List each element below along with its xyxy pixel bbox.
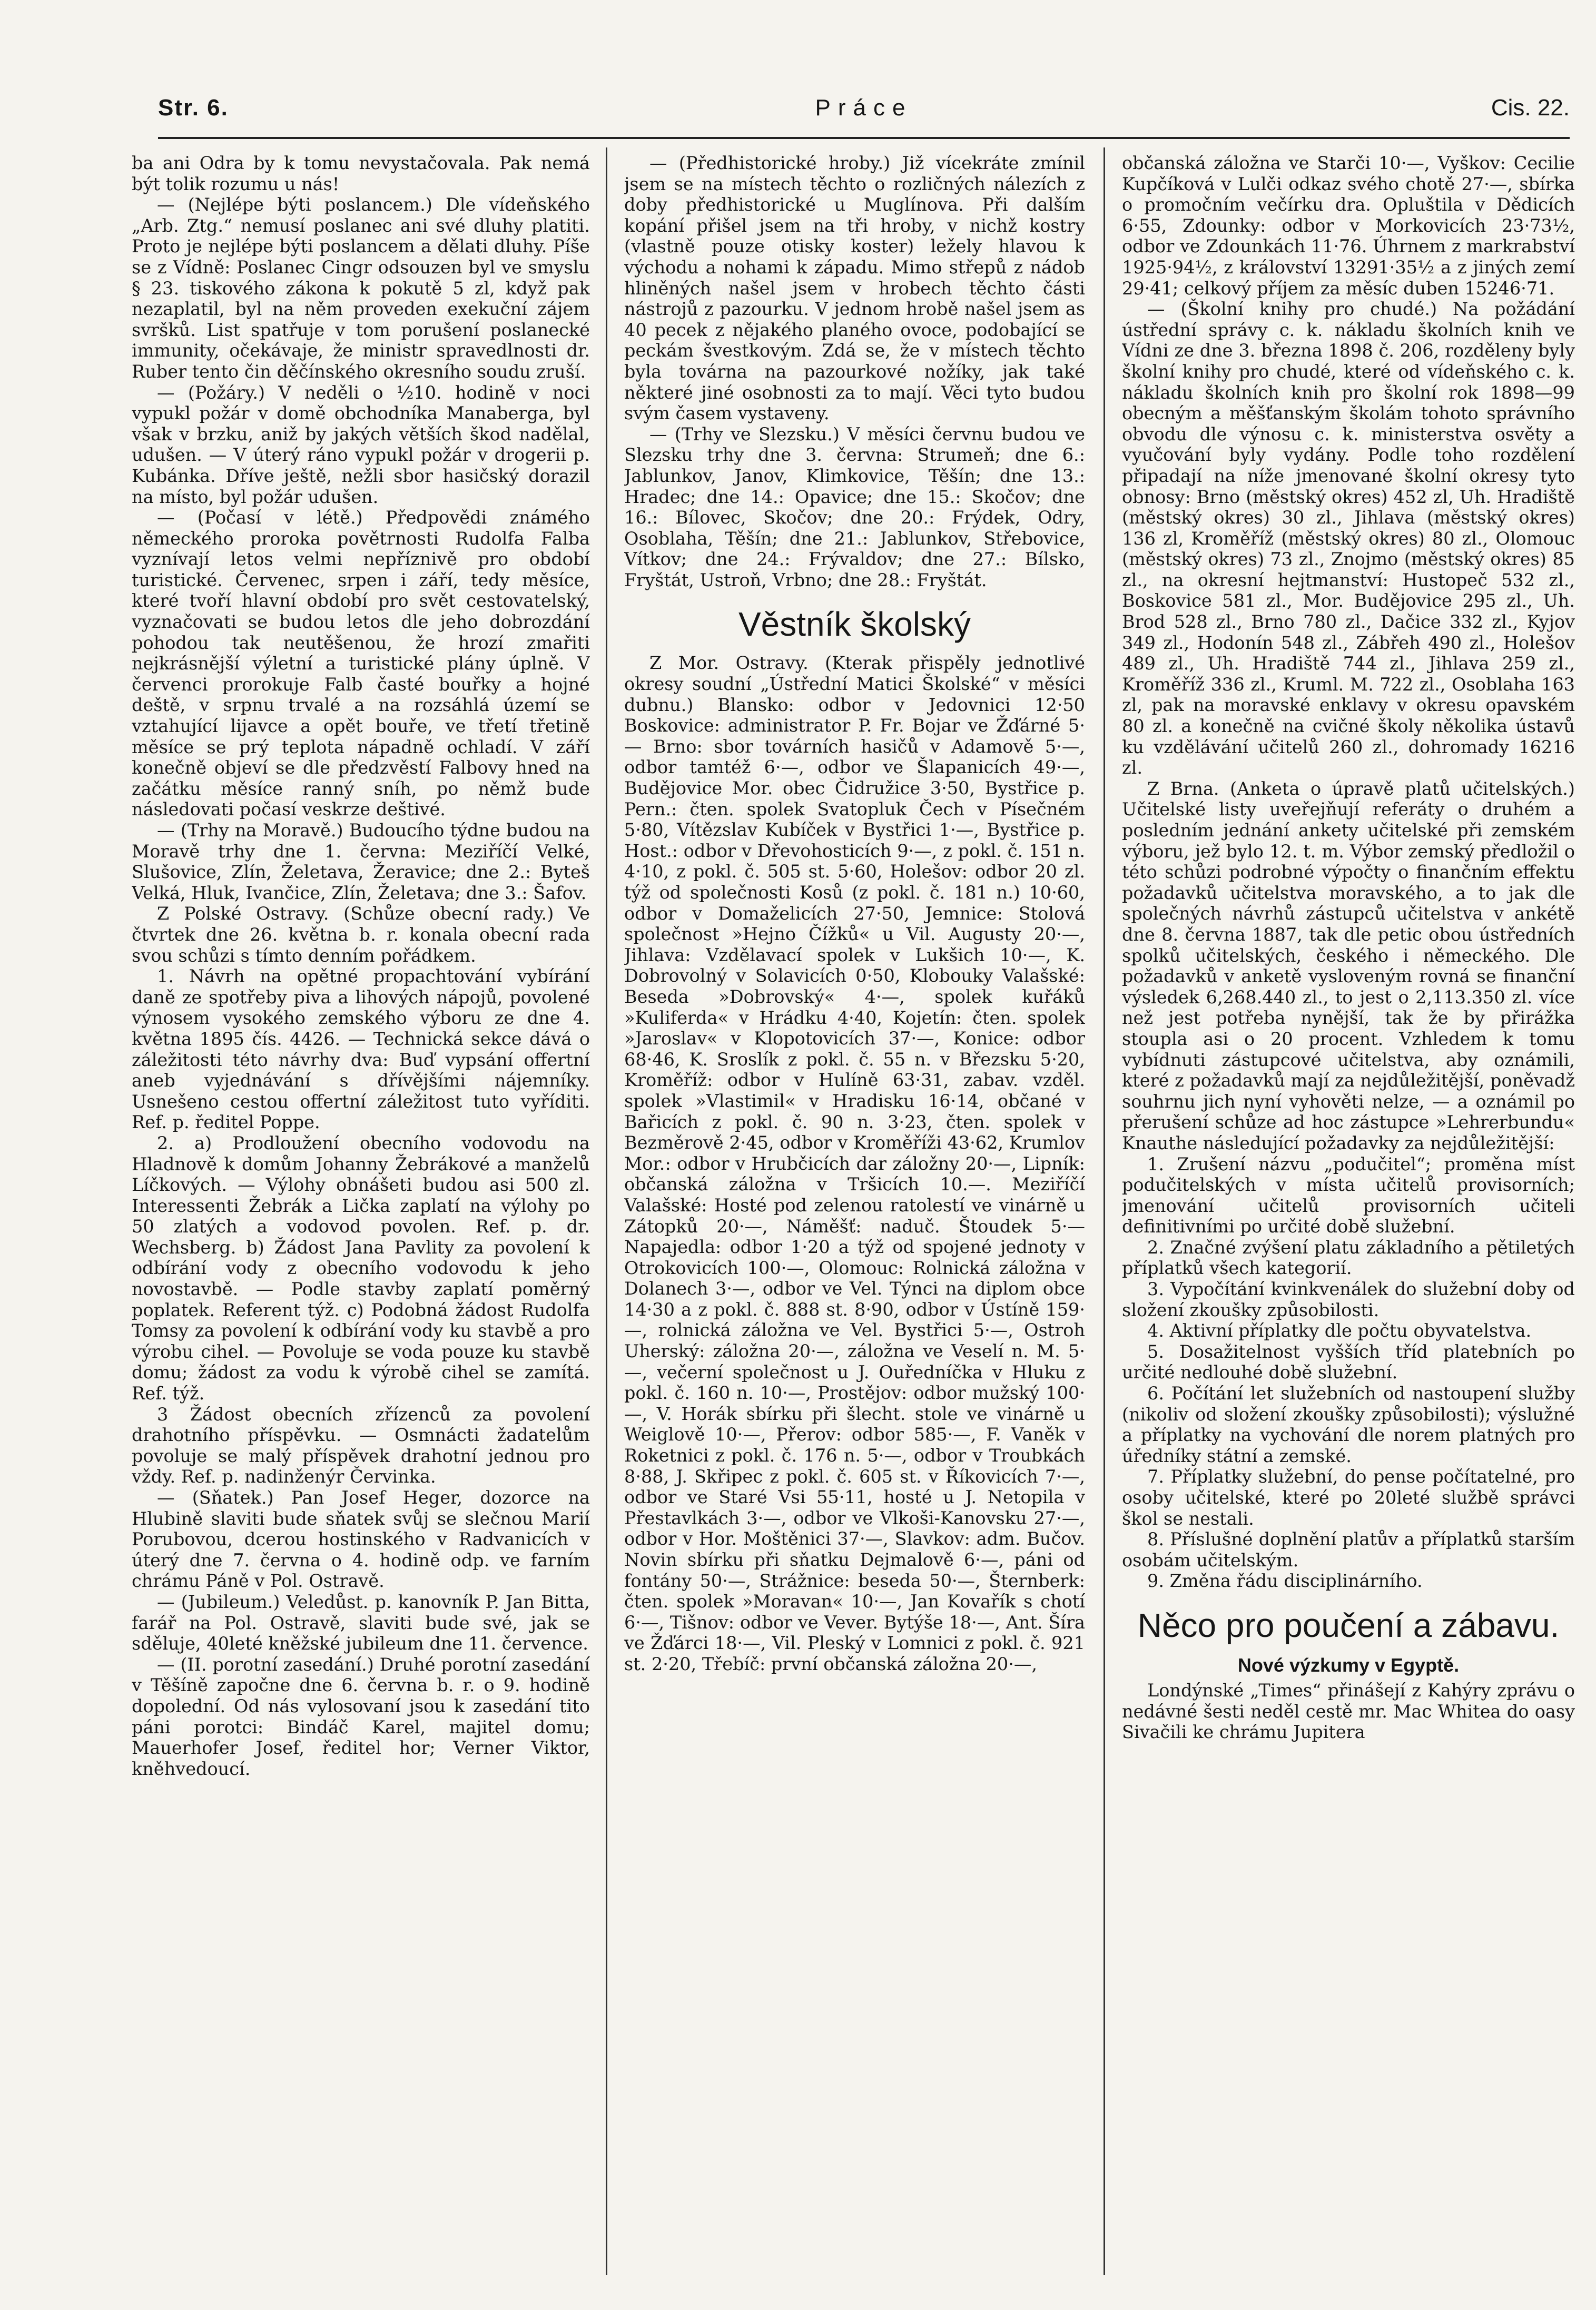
list-item: 6. Počítání let služebních od nastoupení služby (nikoliv od složení zkoušky způsobilosti); výslužné a příplatky na vychování dle norem platných pro úředníky státní a zemské. xyxy=(1122,1383,1575,1466)
paragraph: — (Požáry.) V neděli o ½10. hodině v noci vypukl požár v domě obchodníka Manaberga, byl však v brzku, aniž by jakých větších škod nadělal, udušen. — V úterý ráno vypukl požár v drogerii p. Kubánka. Dříve ještě, nežli sbor hasičský dorazil na místo, byl požár udušen. xyxy=(132,382,590,507)
paragraph: — (Trhy na Moravě.) Budoucího týdne budou na Moravě trhy dne 1. června: Meziříčí Velké, Slušovice, Zlín, Želetava, Žeravice; dne 2.: Byteš Velká, Hluk, Ivančice, Zlín, Želetava; dne 3.: Šafov. xyxy=(132,820,590,903)
list-item: 7. Příplatky služební, do pense počítatelné, pro osoby učitelské, které po 20leté službě správci škol se nestali. xyxy=(1122,1466,1575,1529)
paragraph: — (Předhistorické hroby.) Již vícekráte zmínil jsem se na místech těchto o rozličných nálezích z doby předhistorické u Muglínova. Při dalším kopání přišel jsem na tři hroby, v nichž kostry (vlastně pouze otisky koster) ležely hlavou k východu a nohami k západu. Mimo střepů z nádob hliněných našel jsem v hrobech těchto části nástrojů z pazourku. V jednom hrobě našel jsem as 40 pecek z nějakého planého ovoce, podobající se peckám švestkovým. Zdá se, že v místech těchto byla továrna na pazourkové nožíky, jak také některé jiné osobnosti za to mají. Věci tyto budou svým časem vystaveny. xyxy=(624,153,1085,424)
paragraph: 1. Návrh na opětné propachtování vybírání daně ze spotřeby piva a lihových nápojů, povolené výnosem vysokého zemského výboru ze dne 4. května 1895 čís. 4426. — Technická sekce dává o záležitosti této návrhy dva: Buď vypsání offertní aneb vyjednávání s dřívějšími nájemníky. Usnešeno cestou offertní záležitost tuto vyříditi. Ref. p. ředitel Poppe. xyxy=(132,966,590,1133)
list-item: 3. Vypočítání kvinkvenálek do služební doby od složení zkoušky způsobilosti. xyxy=(1122,1279,1575,1320)
list-item: 8. Příslušné doplnění platův a příplatků starším osobám učitelským. xyxy=(1122,1529,1575,1571)
paragraph: — (Počasí v létě.) Předpovědi známého německého proroka povětrnosti Rudolfa Falba vyznívají letos velmi nepříznivě pro období turistické. Červenec, srpen i září, tedy měsíce, které tvoří hlavní období pro svět cestovatelský, vyznačovati se budou letos dle jeho dobrozdání pohodou tak neutěšenou, že hrozí zmařiti nejkrásnější výletní a turistické plány úplně. V červenci prorokuje Falb časté bouřky a hojné deště, v srpnu trvalé a na rozsáhlá území se vztahující lijavce a opět bouře, ve třetí třetině měsíce se prý teplota nápadně ochladí. V září konečně objeví se dle předzvěstí Falbovy hned na začátku měsíce ranný sníh, po němž bude následovati počasí veskrze deštivé. xyxy=(132,507,590,820)
paragraph: občanská záložna ve Starči 10·—, Vyškov: Cecilie Kupčíková v Lulči odkaz svého chotě 27·—, sbírka o promočním večírku dra. Opluštila v Dědicích 6·55, Zdounky: odbor v Morkovicích 23·73½, odbor ve Zdounkách 11·76. Úhrnem z markrabství 1925·94½, z království 13291·35½ a z jiných zemí 29·41; celkový příjem za měsíc duben 15246·71. xyxy=(1122,153,1575,299)
issue-number: Cis. 22. xyxy=(1491,95,1570,121)
column-divider xyxy=(606,147,607,2275)
list-item: 1. Zrušení názvu „podučitel“; proměna míst podučitelských v místa učitelů provisorních; jmenování učitelů provisorních učiteli definitivními po určité době služební. xyxy=(1122,1153,1575,1237)
paragraph: Londýnské „Times“ přinášejí z Kahýry zprávu o nedávné šesti neděl cestě mr. Mac Whitea do oasy Sivačili ke chrámu Jupitera xyxy=(1122,1680,1575,1743)
column-2 xyxy=(624,153,1085,2286)
section-heading-poucen: Něco pro poučení a zábavu. xyxy=(1137,1606,1560,1644)
paragraph: ba ani Odra by k tomu nevystačovala. Pak nemá být tolik rozumu u nás! xyxy=(132,153,590,194)
paragraph: — (Školní knihy pro chudé.) Na požádání ústřední správy c. k. nákladu školních knih ve Vídni ze dne 3. března 1898 č. 206, rozděleny byly školní knihy pro chudé, které od vídeňského c. k. nákladu školních knih pro školní rok 1898—99 obecným a měšťanským školám tohoto správního obvodu dle výnosu c. k. ministerstva osvěty a vyučování byly vydány. Podle toho rozdělení připadají na níže jmenované školní okresy tyto obnosy: Brno (městský okres) 452 zl, Uh. Hradiště (městský okres) 30 zl., Jihlava (městský okres) 136 zl, Kroměříž (městský okres) 80 zl., Olomouc (městský okres) 73 zl., Znojmo (městský okres) 85 zl., na okresní hejtmanství: Hustopeč 532 zl., Boskovice 581 zl., Mor. Budějovice 295 zl., Uh. Brod 528 zl., Brno 780 zl., Dačice 332 zl., Kyjov 349 zl., Hodonín 548 zl., Zábřeh 490 zl., Holešov 489 zl., Uh. Hradiště 744 zl., Jihlava 259 zl., Kroměříž 336 zl., Kruml. M. 722 zl., Osoblaha 163 zl, pak na moravské enklavy v okresu opavském 80 zl. a konečně na cvičné školy několika ústavů ku vzdělávání učitelů 260 zl., dohromady 16216 zl. xyxy=(1122,299,1575,778)
paragraph: — (Jubileum.) Veledůst. p. kanovník P. Jan Bitta, farář na Pol. Ostravě, slaviti bude své, jak se sděluje, 40leté kněžské jubileum dne 11. července. xyxy=(132,1591,590,1654)
paragraph: Z Mor. Ostravy. (Kterak přispěly jednotlivé okresy soudní „Ústřední Matici Školské“ v měsíci dubnu.) Blansko: odbor v Jedovnici 12·50 Boskovice: administrator P. Fr. Bojar ve Žďárné 5·— Brno: sbor továrních hasičů v Adamově 5·—, odbor tamtéž 6·—, odbor ve Šlapanicích 49·—, Budějovice Mor. obec Čidružice 3·50, Bystřice p. Pern.: čten. spolek Svatopluk Čech v Písečném 5·80, Vítězslav Kubíček v Bystřici 1·—, Bystřice p. Host.: odbor v Dřevohosticích 9·—, z pokl. č. 151 n. 4·10, z pokl. č. 505 st. 5·60, Holešov: odbor 20 zl. týž od společnosti Kosů (z pokl. č. 181 n.) 10·60, odbor v Domaželicích 27·50, Jemnice: Stolová společnost »Hejno Čížků« u Vil. Augusty 20·—, Jihlava: Vzdělavací spolek v Lukšich 10·—, K. Dobrovolný v Solavicích 0·50, Klobouky Valašské: Beseda »Dobrovský« 4·—, spolek kuřáků »Kuliferda« v Hrádku 4·40, Kojetín: čten. spolek »Jaroslav« v Klopotovicích 37·—, Konice: odbor 68·46, K. Sroslík z pokl. č. 55 n. v Březsku 5·20, Kroměříž: odbor v Hulíně 63·31, zabav. vzděl. spolek »Vlastimil« v Hradisku 16·14, občané v Bařicích z pokl. č. 90 n. 3·23, čten. spolek v Bezměrově 2·45, odbor v Kroměříži 43·62, Krumlov Mor.: odbor v Hrubčicích dar záložny 20·—, Lipník: občanská záložna v Tršicích 10.—. Meziříčí Valašské: Hosté pod zelenou ratolestí ve vinárně u Zátopků 20·—, Náměšť: naduč. Štoudek 5·— Napajedla: odbor 1·20 a týž od spojené jednoty v Otrokovicích 100·—, Olomouc: Rolnická záložna v Dolanech 3·—, odbor ve Vel. Týnci na diplom obce 14·30 a z pokl. č. 888 st. 8·90, odbor v Ústíně 159·—, rolnická záložna ve Vel. Bystřici 5·—, Ostroh Uherský: záložna 20·—, záložna ve Veselí n. M. 5·—, večerní společnost u J. Ouředníčka v Hluku z pokl. č. 160 n. 10·—, Prostějov: odbor mužský 100·—, V. Horák sbírku při šlecht. stole ve vinárně u Weiglově 10·—, Přerov: odbor 585·—, F. Vaněk v Roketnici z pokl. č. 176 n. 5·—, odbor v Troubkách 8·88, J. Skřipec z pokl. č. 605 st. v Říkovicích 7·—, odbor ve Staré Vsi 55·11, hosté u J. Netopila v Přestavlkách 3·—, odbor ve Vlkoši-Kanovsku 27·—, odbor v Hor. Moštěnici 37·—, Slavkov: adm. Bučov. Novin sbírku při sňatku Dejmalově 6·—, páni od fontány 50·—, Strážnice: beseda 50·—, Šternberk: čten. spolek »Moravan« 10·—, Jan Kovařík s chotí 6·—, Tišnov: odbor ve Vever. Bytýše 18·—, Ant. Šíra ve Žďárci 18·—, Vil. Pleský v Lomnici z pokl. č. 921 st. 2·20, Třebíč: první občanská záložna 20·—, xyxy=(624,653,1085,1674)
paragraph: Z Polské Ostravy. (Schůze obecní rady.) Ve čtvrtek dne 26. května b. r. konala obecní rada svou schůzi s tímto denním pořádkem. xyxy=(132,903,590,966)
page-number: Str. 6. xyxy=(158,95,229,121)
list-item: 9. Změna řádu disciplinárního. xyxy=(1147,1571,1423,1592)
paragraph: 2. a) Prodloužení obecního vodovodu na Hladnově k domům Johanny Žebrákové a manželů Líčkových. — Výlohy obnášeti budou asi 500 zl. Interessenti Žebrák a Lička zaplatí na výlohy po 50 zlatých a vodovod povolen. Ref. p. dr. Wechsberg. b) Žádost Jana Pavlity za povolení k odbírání vody z obecního vodovodu k jeho novostavbě. — Podle stavby zaplatí poměrný poplatek. Referent týž. c) Podobná žádost Rudolfa Tomsy za povolení k odbírání vody ku stavbě a pro výrobu cihel. — Povoluje se voda pouze ku stavbě domu; žádost za vodu k výrobě cihel se zamítá. Ref. týž. xyxy=(132,1132,590,1404)
paragraph: Z Brna. (Anketa o úpravě platů učitelských.) Učitelské listy uveřejňují referáty o druhém a posledním jednání ankety učitelské při zemském výboru, jež bylo 12. t. m. Výbor zemský předložil o této schůzi podrobné výpočty o finančním effektu požadavků učitelstva moravského, a to jak dle společných návrhů zástupců učitelstva v ankétě dne 8. června 1887, tak dle petic obou ústředních spolků učitelských, českého i německého. Dle požadavků v anketě vysloveným rovná se finanční výsledek 6,268.440 zl., to jest o 2,113.350 zl. více než jest potřeba nynější, tak že by přirážka stoupla asi o 20 procent. Vzhledem k tomu vybídnuti zástupcové učitelstva, aby oznámili, které z požadavků mají za nejdůležitější, poněvadž souhrnu jich nyní vyhověti nelze, — a oznámil po přerušení schůze ad hoc zástupce »Lehrerbundu« Knauthe následující požadavky za nejdůležitější: xyxy=(1122,778,1575,1153)
list-item: 4. Aktivní příplatky dle počtu obyvatelstva. xyxy=(1147,1320,1532,1341)
paragraph: — (II. porotní zasedání.) Druhé porotní zasedání v Těšíně započne dne 6. června b. r. o 9. hodině dopolední. Od nás vylosovaní jsou k zasedání tito páni porotci: Bindáč Karel, majitel domu; Mauerhofer Josef, ředitel hor; Verner Viktor, kněhvedoucí. xyxy=(132,1654,590,1779)
column-divider xyxy=(1104,147,1105,2275)
column-1 xyxy=(132,153,590,2286)
section-heading-vestnik: Věstník školský xyxy=(738,605,971,644)
page-header xyxy=(158,90,1570,139)
column-3 xyxy=(1122,153,1575,2286)
list-item: 5. Dosažitelnost vyšších tříd platebních po určité nedlouhé době služební. xyxy=(1122,1341,1575,1383)
newspaper-title: Práce xyxy=(815,95,913,121)
paragraph: — (Nejlépe býti poslancem.) Dle vídeňského „Arb. Ztg.“ nemusí poslanec ani své dluhy platiti. Proto je nejlépe býti poslancem a dělati dluhy. Píše se z Vídně: Poslanec Cingr odsouzen byl ve smyslu § 23. tiskového zákona k pokutě 5 zl, když pak nezaplatil, byl na něm proveden exekuční zájem svršků. List spatřuje v tom porušení poslanecké immunity, očekávaje, že ministr spravedlnosti dr. Ruber tento čin děčínského okresního soudu zruší. xyxy=(132,194,590,382)
paragraph: 3 Žádost obecních zřízenců za povolení drahotního příspěvku. — Osmnácti žadatelům povoluje se malý příspěvek drahotní jednou pro vždy. Ref. p. nadinženýr Červinka. xyxy=(132,1404,590,1487)
list-item: 2. Značné zvýšení platu základního a pětiletých příplatků všech kategorií. xyxy=(1122,1237,1575,1279)
paragraph: — (Sňatek.) Pan Josef Heger, dozorce na Hlubině slaviti bude sňatek svůj se slečnou Marií Porubovou, dcerou hostinského v Radvanicích v úterý dne 7. června o 4. hodině odp. ve farním chrámu Páně v Pol. Ostravě. xyxy=(132,1487,590,1592)
article-heading-egypt: Nové výzkumy v Egyptě. xyxy=(1237,1654,1460,1676)
paragraph: — (Trhy ve Slezsku.) V měsíci červnu budou ve Slezsku trhy dne 3. června: Strumeň; dne 6.: Jablunkov, Janov, Klimkovice, Těšín; dne 13.: Hradec; dne 14.: Opavice; dne 15.: Skočov; dne 16.: Bílovec, Skočov; dne 20.: Frýdek, Odry, Osoblaha, Těšín; dne 21.: Jablunkov, Střebovice, Vítkov; dne 24.: Frývaldov; dne 27.: Bílsko, Fryštát, Ustroň, Vrbno; dne 28.: Fryštát. xyxy=(624,423,1085,590)
